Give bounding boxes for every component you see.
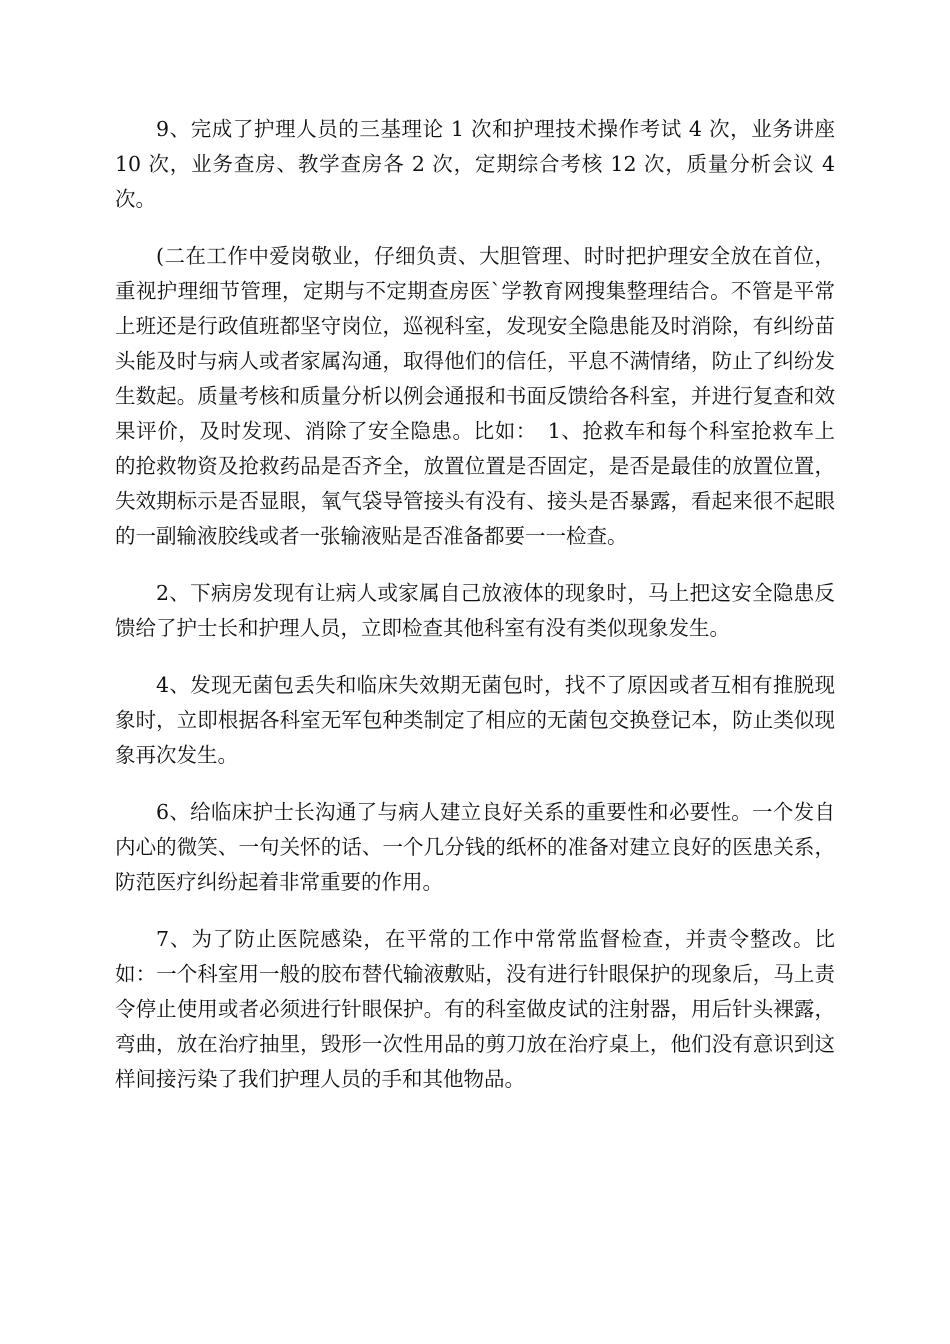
document-page	[115, 112, 835, 1119]
paragraph-item-2: 2、下病房发现有让病人或家属自己放液体的现象时，马上把这安全隐患反馈给了护士长和护理人员，立即检查其他科室有没有类似现象发生。	[115, 581, 835, 640]
paragraph-item-7: 7、为了防止医院感染，在平常的工作中常常监督检查，并责令整改。比如：一个科室用一般的胶布替代输液敷贴，没有进行针眼保护的现象后，马上责令停止使用或者必须进行针眼保护。有的科室做皮试的注射器，用后针头裸露，弯曲，放在治疗抽里，毁形一次性用品的剪刀放在治疗桌上，他们没有意识到这样间接污染了我们护理人员的手和其他物品。	[115, 927, 835, 1091]
paragraph-item-9: 9、完成了护理人员的三基理论 1 次和护理技术操作考试 4 次，业务讲座 10 次，业务查房、教学查房各 2 次，定期综合考核 12 次，质量分析会议 4 次。	[115, 117, 835, 211]
paragraph-item-4: 4、发现无菌包丢失和临床失效期无菌包时，找不了原因或者互相有推脱现象时，立即根据各科室无军包种类制定了相应的无菌包交换登记本，防止类似现象再次发生。	[115, 673, 835, 767]
paragraph-section-2: (二在工作中爱岗敬业，仔细负责、大胆管理、时时把护理安全放在首位，重视护理细节管理，定期与不定期查房医`学教育网搜集整理结合。不管是平常上班还是行政值班都坚守岗位，巡视科室，发现安全隐患能及时消除，有纠纷苗头能及时与病人或者家属沟通，取得他们的信任，平息不满情绪，防止了纠纷发生数起。质量考核和质量分析以例会通报和书面反馈给各科室，并进行复查和效果评价，及时发现、消除了安全隐患。比如： 1、抢救车和每个科室抢救车上的抢救物资及抢救药品是否齐全，放置位置是否固定，是否是最佳的放置位置，失效期标示是否显眼，氧气袋导管接头有没有、接头是否暴露，看起来很不起眼的一副输液胶线或者一张输液贴是否准备都要一一检查。	[115, 244, 835, 548]
paragraph-item-6: 6、给临床护士长沟通了与病人建立良好关系的重要性和必要性。一个发自内心的微笑、一句关怀的话、一个几分钱的纸杯的准备对建立良好的医患关系，防范医疗纠纷起着非常重要的作用。	[115, 800, 835, 894]
